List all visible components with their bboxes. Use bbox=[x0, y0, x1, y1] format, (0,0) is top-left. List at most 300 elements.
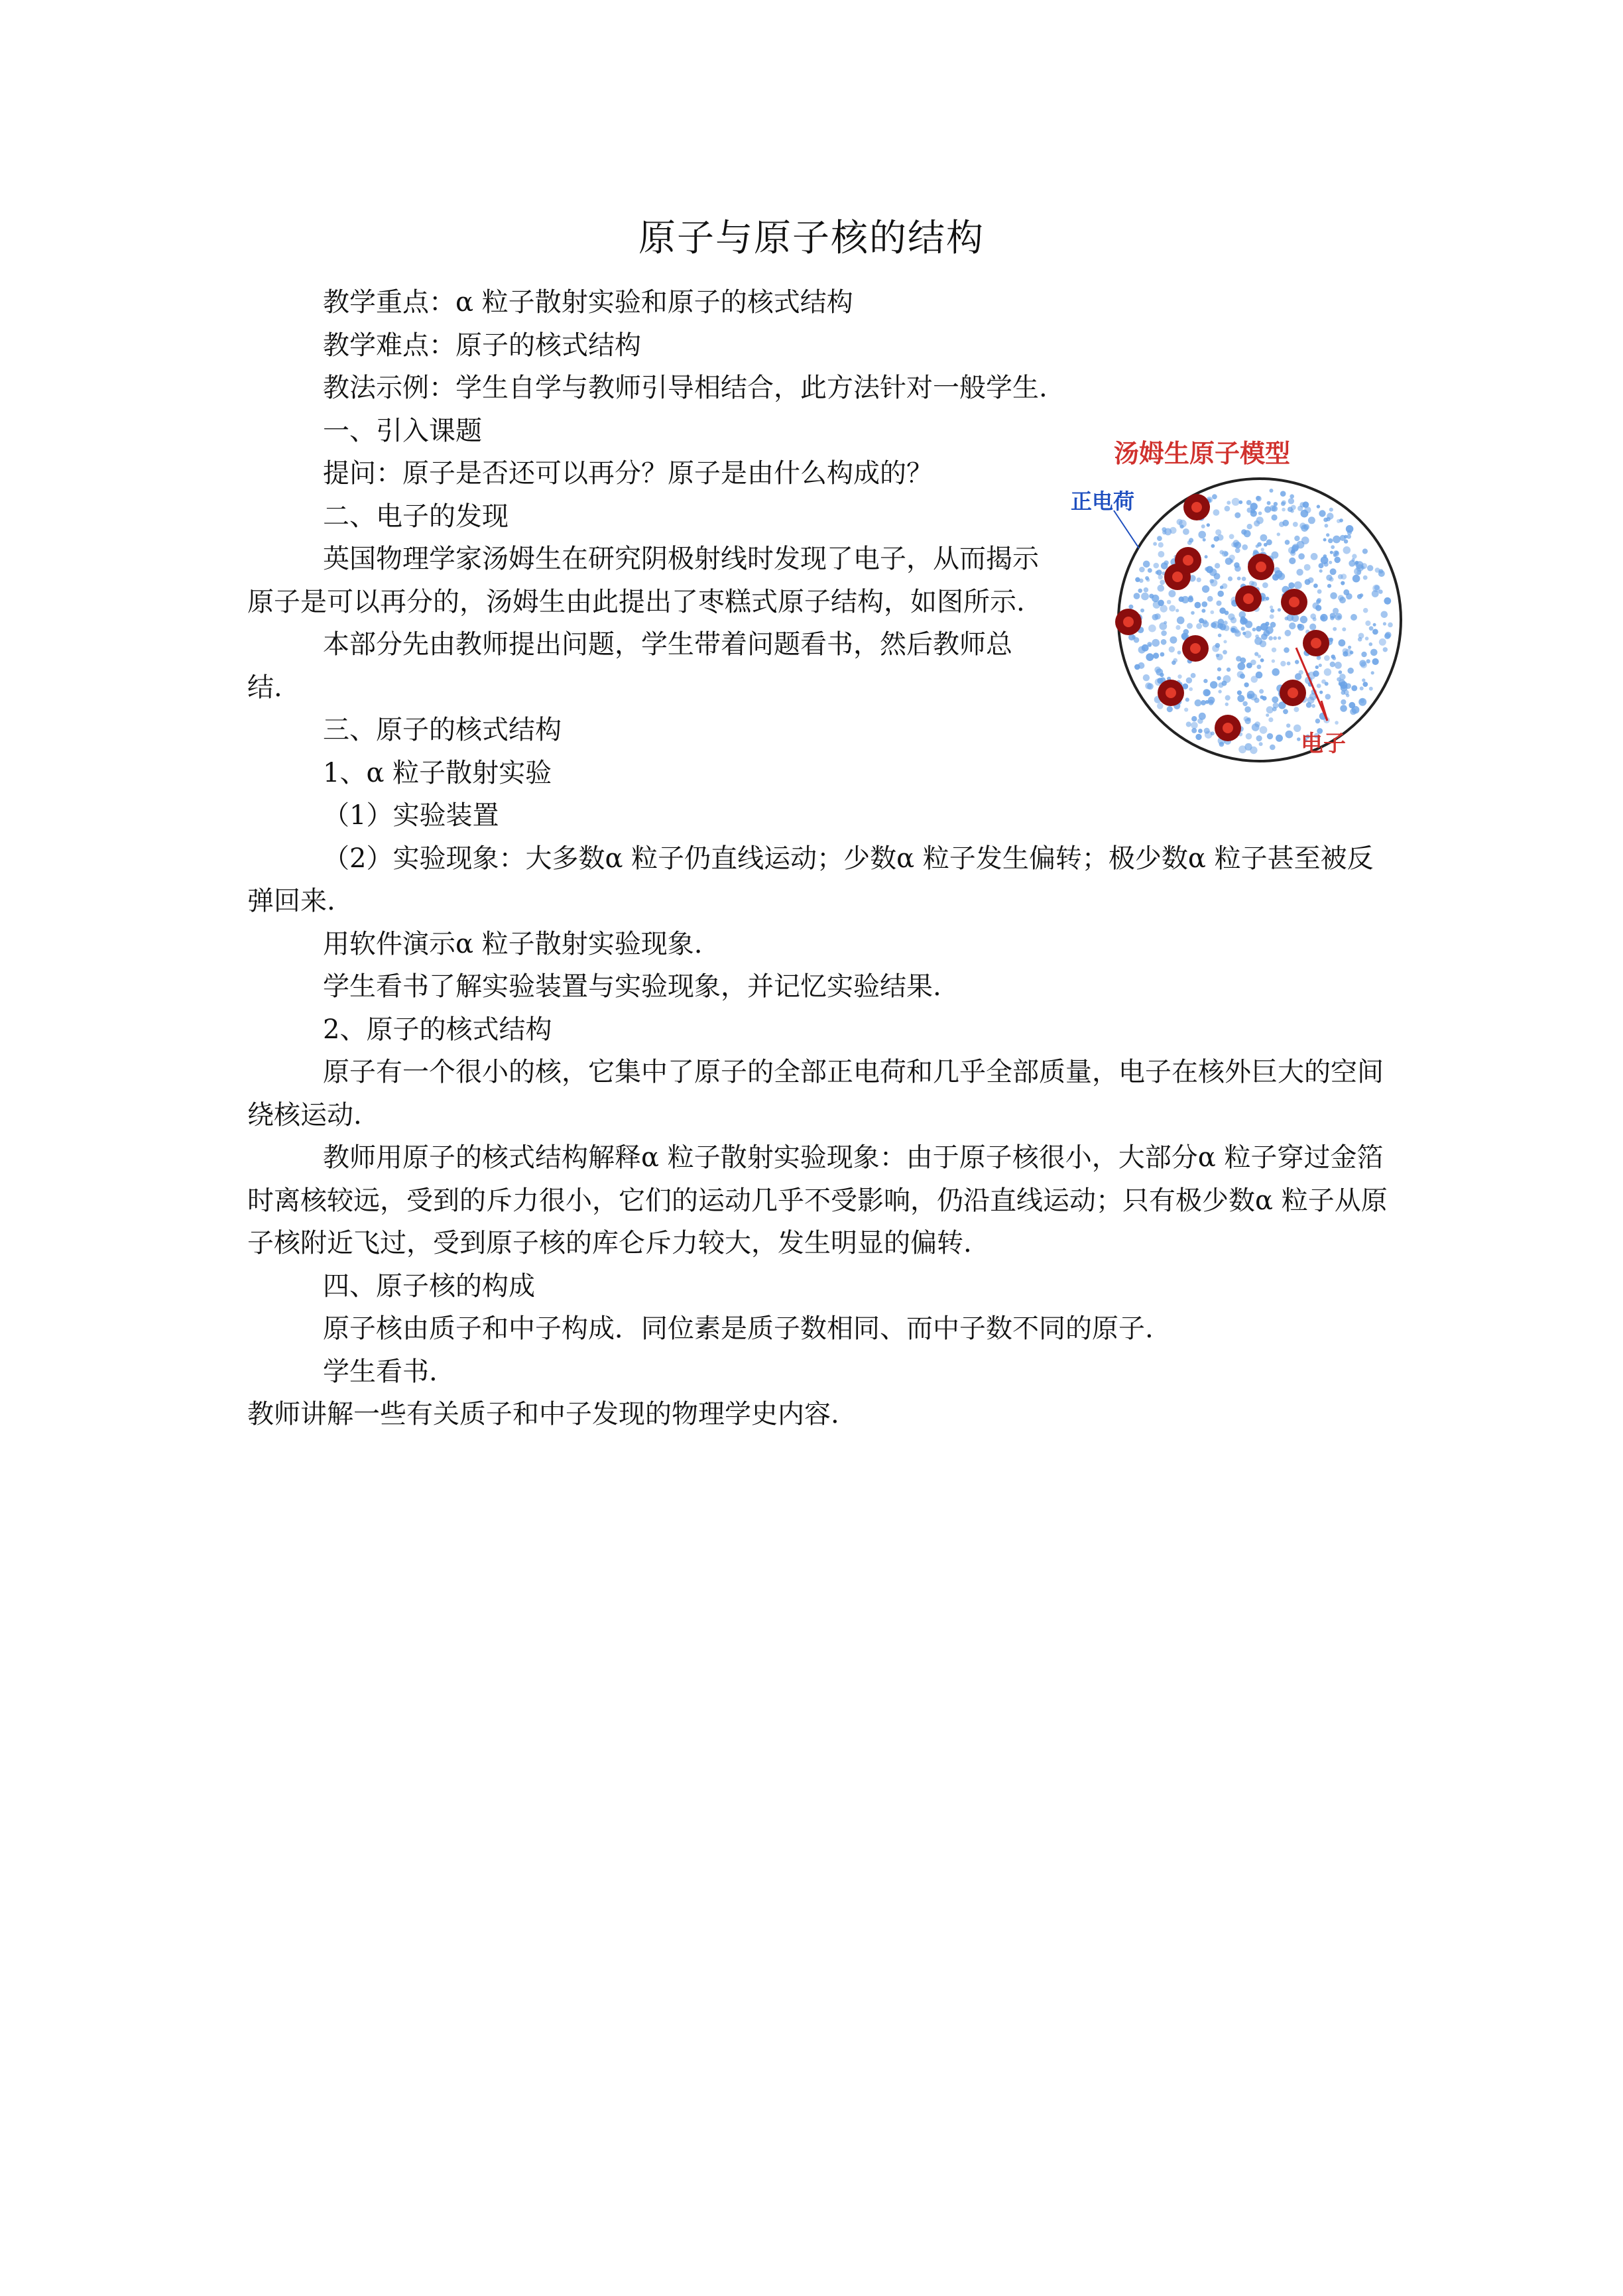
charge-dot bbox=[1276, 735, 1283, 742]
charge-dot bbox=[1250, 747, 1257, 754]
charge-dot bbox=[1330, 551, 1333, 554]
charge-dot bbox=[1278, 608, 1281, 611]
charge-dot bbox=[1305, 579, 1311, 585]
charge-dot bbox=[1223, 675, 1231, 683]
charge-dot bbox=[1152, 595, 1159, 602]
charge-dot bbox=[1197, 577, 1201, 582]
charge-dot bbox=[1311, 704, 1315, 708]
charge-dot bbox=[1158, 551, 1165, 558]
charge-dot bbox=[1384, 597, 1391, 605]
charge-dot bbox=[1225, 558, 1232, 565]
charge-dot bbox=[1287, 614, 1294, 621]
charge-dot bbox=[1369, 626, 1374, 631]
charge-dot bbox=[1202, 585, 1209, 593]
charge-dot bbox=[1191, 722, 1198, 729]
charge-dot bbox=[1201, 700, 1206, 705]
charge-dot bbox=[1379, 638, 1386, 646]
charge-dot bbox=[1315, 605, 1321, 611]
charge-dot bbox=[1225, 506, 1231, 512]
charge-dot bbox=[1217, 654, 1223, 660]
charge-dot bbox=[1299, 670, 1303, 675]
charge-dot bbox=[1343, 546, 1351, 554]
charge-dot bbox=[1288, 498, 1294, 504]
charge-dot bbox=[1352, 554, 1356, 558]
charge-dot bbox=[1293, 707, 1299, 712]
charge-dot bbox=[1266, 706, 1274, 713]
charge-dot bbox=[1250, 694, 1258, 701]
charge-dot bbox=[1351, 614, 1357, 621]
charge-dot bbox=[1309, 623, 1316, 630]
charge-dot bbox=[1335, 662, 1342, 669]
charge-dot bbox=[1281, 501, 1286, 506]
charge-dot bbox=[1201, 524, 1205, 528]
charge-dot bbox=[1247, 717, 1251, 721]
electron-core bbox=[1243, 593, 1254, 604]
figure-title: 汤姆生原子模型 bbox=[1114, 439, 1291, 468]
charge-dot bbox=[1144, 587, 1149, 593]
charge-dot bbox=[1358, 633, 1364, 639]
charge-dot bbox=[1263, 597, 1267, 601]
charge-dot bbox=[1212, 494, 1217, 499]
charge-dot bbox=[1274, 502, 1278, 506]
paragraph-difficulty: 教学难点：原子的核式结构 bbox=[323, 330, 641, 361]
charge-dot bbox=[1235, 548, 1240, 553]
charge-dot bbox=[1154, 563, 1160, 569]
charge-dot bbox=[1154, 666, 1161, 673]
charge-dot bbox=[1225, 695, 1231, 700]
charge-dot bbox=[1237, 690, 1242, 695]
charge-dot bbox=[1141, 593, 1149, 601]
charge-dot bbox=[1270, 745, 1276, 751]
electron-core bbox=[1183, 555, 1193, 566]
charge-dot bbox=[1280, 491, 1286, 497]
charge-dot bbox=[1272, 514, 1278, 520]
charge-dot bbox=[1342, 627, 1346, 631]
electron-core bbox=[1123, 617, 1134, 627]
charge-dot bbox=[1362, 682, 1368, 687]
charge-dot bbox=[1240, 617, 1247, 625]
charge-dot bbox=[1304, 564, 1311, 571]
charge-dot bbox=[1343, 589, 1349, 595]
charge-dot bbox=[1158, 585, 1165, 592]
charge-dot bbox=[1348, 646, 1351, 649]
charge-dot bbox=[1158, 542, 1164, 548]
charge-dot bbox=[1361, 652, 1366, 657]
charge-dot bbox=[1180, 524, 1184, 528]
charge-dot bbox=[1218, 690, 1221, 693]
charge-dot bbox=[1184, 707, 1188, 711]
charge-dot bbox=[1272, 707, 1277, 711]
charge-dot bbox=[1268, 717, 1273, 722]
charge-dot bbox=[1308, 516, 1315, 524]
item-apparatus: （1）实验装置 bbox=[323, 800, 499, 831]
charge-dot bbox=[1311, 553, 1318, 560]
thomson-model-figure bbox=[1061, 434, 1419, 766]
charge-dot bbox=[1328, 538, 1333, 543]
charge-dot bbox=[1227, 668, 1231, 672]
charge-dot bbox=[1256, 735, 1262, 741]
charge-dot bbox=[1128, 605, 1133, 609]
paragraph-method: 教法示例：学生自学与教师引导相结合，此方法针对一般学生. bbox=[323, 373, 1048, 403]
electron-core bbox=[1172, 572, 1183, 582]
charge-dot bbox=[1167, 600, 1172, 605]
charge-dot bbox=[1329, 561, 1332, 564]
charge-dot bbox=[1242, 577, 1246, 581]
paragraph-isotopes: 原子核由质子和中子构成．同位素是质子数相同、而中子数不同的原子. bbox=[323, 1313, 1154, 1344]
charge-dot bbox=[1341, 581, 1345, 585]
charge-dot bbox=[1148, 644, 1152, 647]
charge-dot bbox=[1362, 678, 1365, 682]
charge-dot bbox=[1177, 519, 1183, 525]
charge-dot bbox=[1175, 625, 1180, 630]
charge-dot bbox=[1147, 683, 1154, 690]
charge-dot bbox=[1203, 689, 1211, 696]
charge-dot bbox=[1260, 534, 1268, 542]
subheading-nuclear-structure: 2、原子的核式结构 bbox=[323, 1014, 552, 1045]
charge-dot bbox=[1365, 621, 1370, 626]
charge-dot bbox=[1201, 609, 1205, 613]
charge-dot bbox=[1158, 575, 1163, 579]
charge-dot bbox=[1343, 651, 1348, 656]
charge-dot bbox=[1325, 524, 1329, 528]
charge-dot bbox=[1158, 600, 1164, 607]
charge-dot bbox=[1239, 611, 1246, 619]
charge-dot bbox=[1246, 733, 1252, 740]
charge-dot bbox=[1159, 623, 1167, 631]
charge-dot bbox=[1335, 721, 1339, 725]
charge-dot bbox=[1229, 534, 1234, 539]
charge-dot bbox=[1324, 668, 1331, 676]
charge-dot bbox=[1330, 662, 1335, 667]
charge-dot bbox=[1381, 611, 1388, 619]
charge-dot bbox=[1259, 689, 1264, 694]
electron-core bbox=[1191, 502, 1202, 513]
section-heading-nuclear: 三、原子的核式结构 bbox=[323, 715, 562, 745]
charge-dot bbox=[1324, 655, 1330, 661]
charge-dot bbox=[1365, 636, 1369, 640]
charge-dot bbox=[1356, 570, 1361, 575]
charge-dot bbox=[1264, 506, 1271, 513]
charge-dot bbox=[1384, 633, 1390, 639]
charge-dot bbox=[1266, 627, 1274, 634]
charge-dot bbox=[1300, 616, 1307, 623]
charge-dot bbox=[1340, 705, 1347, 712]
charge-dot bbox=[1153, 542, 1157, 546]
charge-dot bbox=[1341, 699, 1346, 705]
charge-dot bbox=[1179, 597, 1184, 602]
charge-dot bbox=[1177, 650, 1181, 654]
charge-dot bbox=[1272, 506, 1278, 512]
charge-dot bbox=[1358, 698, 1366, 706]
charge-dot bbox=[1317, 505, 1320, 508]
charge-dot bbox=[1138, 589, 1142, 593]
charge-dot bbox=[1254, 637, 1262, 645]
charge-dot bbox=[1375, 568, 1380, 573]
charge-dot bbox=[1325, 682, 1329, 686]
paragraph-question: 提问：原子是否还可以再分？原子是由什么构成的？ bbox=[323, 458, 933, 489]
charge-dot bbox=[1251, 676, 1258, 683]
paragraph-teaching-note: 本部分先由教师提出问题，学生带着问题看书，然后教师总结. bbox=[247, 629, 1012, 703]
charge-dot bbox=[1352, 575, 1360, 583]
positive-charge-label: 正电荷 bbox=[1071, 489, 1135, 514]
charge-dot bbox=[1160, 579, 1165, 585]
charge-dot bbox=[1246, 662, 1252, 668]
charge-dot bbox=[1313, 617, 1317, 621]
charge-dot bbox=[1339, 518, 1343, 522]
charge-dot bbox=[1351, 685, 1357, 691]
charge-dot bbox=[1334, 557, 1341, 564]
charge-dot bbox=[1244, 530, 1251, 537]
paragraph-students-read: 学生看书. bbox=[323, 1356, 438, 1387]
charge-dot bbox=[1292, 544, 1299, 551]
charge-dot bbox=[1341, 574, 1347, 579]
item-phenomenon: （2）实验现象：大多数α 粒子仍直线运动；少数α 粒子发生偏转；极少数α 粒子甚至被反弹回来. bbox=[247, 843, 1374, 916]
charge-dot bbox=[1325, 694, 1331, 700]
section-heading-electron: 二、电子的发现 bbox=[323, 501, 509, 532]
charge-dot bbox=[1134, 593, 1140, 599]
charge-dot bbox=[1333, 627, 1337, 631]
charge-dot bbox=[1191, 611, 1195, 615]
charge-dot bbox=[1135, 577, 1140, 582]
charge-dot bbox=[1313, 583, 1318, 588]
charge-dot bbox=[1319, 570, 1323, 573]
charge-dot bbox=[1339, 670, 1343, 674]
charge-dot bbox=[1143, 674, 1150, 681]
charge-dot bbox=[1321, 556, 1329, 564]
charge-dot bbox=[1177, 617, 1185, 625]
charge-dot bbox=[1217, 676, 1221, 680]
charge-dot bbox=[1234, 562, 1240, 568]
charge-dot bbox=[1240, 674, 1245, 679]
charge-dot bbox=[1260, 658, 1264, 662]
charge-dot bbox=[1320, 614, 1328, 622]
charge-dot bbox=[1169, 605, 1175, 612]
charge-dot bbox=[1339, 680, 1345, 686]
charge-dot bbox=[1272, 648, 1276, 652]
charge-dot bbox=[1272, 574, 1279, 581]
charge-dot bbox=[1223, 650, 1227, 654]
charge-dot bbox=[1254, 652, 1258, 656]
charge-dot bbox=[1146, 653, 1154, 661]
charge-dot bbox=[1259, 742, 1263, 746]
thomson-model-diagram bbox=[1061, 434, 1419, 766]
paragraph-explanation: 教师用原子的核式结构解释α 粒子散射实验现象：由于原子核很小，大部分α 粒子穿过金箔时离核较远，受到的斥力很小，它们的运动几乎不受影响，仍沿直线运动；只有极少数α 粒子从原子核附近飞过，受到原子核的库仑斥力较大，发生明显的偏转. bbox=[247, 1142, 1388, 1258]
paragraph-software-demo: 用软件演示α 粒子散射实验现象. bbox=[323, 928, 703, 959]
charge-dot bbox=[1330, 613, 1336, 619]
charge-dot bbox=[1258, 511, 1262, 515]
charge-dot bbox=[1370, 649, 1378, 656]
charge-dot bbox=[1195, 602, 1201, 609]
charge-dot bbox=[1296, 569, 1303, 575]
charge-dot bbox=[1340, 535, 1346, 541]
charge-dot bbox=[1270, 615, 1274, 619]
charge-dot bbox=[1215, 563, 1220, 568]
charge-dot bbox=[1362, 548, 1368, 554]
charge-dot bbox=[1167, 706, 1173, 712]
charge-dot bbox=[1211, 544, 1215, 548]
charge-dot bbox=[1360, 686, 1364, 690]
electron-core bbox=[1223, 723, 1233, 733]
charge-dot bbox=[1339, 639, 1346, 646]
charge-dot bbox=[1270, 609, 1274, 613]
charge-dot bbox=[1198, 531, 1206, 539]
charge-dot bbox=[1191, 716, 1197, 721]
charge-dot bbox=[1330, 568, 1337, 575]
charge-dot bbox=[1350, 650, 1354, 654]
charge-dot bbox=[1173, 658, 1177, 663]
charge-dot bbox=[1249, 581, 1254, 586]
charge-dot bbox=[1289, 623, 1295, 629]
charge-dot bbox=[1205, 567, 1209, 571]
charge-dot bbox=[1227, 501, 1231, 505]
section-heading-intro: 一、引入课题 bbox=[323, 415, 482, 446]
charge-dot bbox=[1203, 538, 1206, 542]
charge-dot bbox=[1139, 567, 1145, 573]
charge-dot bbox=[1360, 593, 1364, 597]
charge-dot bbox=[1295, 660, 1299, 664]
charge-dot bbox=[1354, 562, 1358, 566]
charge-dot bbox=[1329, 508, 1333, 512]
charge-dot bbox=[1280, 661, 1286, 666]
charge-dot bbox=[1233, 540, 1239, 546]
charge-dot bbox=[1330, 592, 1337, 599]
charge-dot bbox=[1279, 522, 1284, 527]
charge-dot bbox=[1183, 528, 1189, 535]
charge-dot bbox=[1168, 590, 1175, 597]
charge-dot bbox=[1231, 626, 1238, 633]
charge-dot bbox=[1297, 506, 1303, 511]
charge-dot bbox=[1223, 640, 1227, 643]
charge-dot bbox=[1188, 597, 1194, 603]
charge-dot bbox=[1140, 609, 1144, 613]
charge-dot bbox=[1153, 652, 1159, 658]
dot-pattern bbox=[1128, 489, 1393, 754]
charge-dot bbox=[1164, 528, 1172, 536]
charge-dot bbox=[1222, 583, 1228, 589]
charge-dot bbox=[1388, 623, 1393, 628]
charge-dot bbox=[1210, 611, 1214, 615]
charge-dot bbox=[1145, 576, 1149, 580]
charge-dot bbox=[1326, 533, 1329, 536]
electron-core bbox=[1311, 638, 1321, 648]
charge-dot bbox=[1278, 636, 1281, 640]
charge-dot bbox=[1262, 696, 1267, 701]
charge-dot bbox=[1261, 548, 1264, 551]
paragraph-student-reading: 学生看书了解实验装置与实验现象，并记忆实验结果. bbox=[323, 971, 941, 1002]
charge-dot bbox=[1203, 679, 1207, 683]
charge-dot bbox=[1254, 520, 1260, 526]
charge-dot bbox=[1232, 498, 1240, 506]
charge-dot bbox=[1208, 697, 1215, 704]
subheading-alpha-experiment: 1、α 粒子散射实验 bbox=[323, 757, 552, 788]
charge-dot bbox=[1161, 562, 1168, 570]
charge-dot bbox=[1244, 682, 1248, 687]
charge-dot bbox=[1241, 627, 1245, 631]
charge-dot bbox=[1369, 642, 1373, 646]
charge-dot bbox=[1237, 695, 1244, 702]
charge-dot bbox=[1383, 622, 1386, 625]
charge-dot bbox=[1266, 713, 1269, 717]
positive-charge-pointer bbox=[1114, 511, 1139, 548]
charge-dot bbox=[1297, 737, 1301, 741]
charge-dot bbox=[1211, 731, 1215, 735]
charge-dot bbox=[1274, 567, 1280, 573]
charge-dot bbox=[1207, 596, 1213, 602]
charge-dot bbox=[1189, 538, 1193, 542]
charge-dot bbox=[1344, 690, 1349, 695]
charge-dot bbox=[1237, 662, 1245, 670]
charge-dot bbox=[1196, 623, 1202, 629]
page-title: 原子与原子核的结构 bbox=[638, 217, 985, 260]
charge-dot bbox=[1346, 525, 1354, 533]
charge-dot bbox=[1297, 624, 1301, 629]
electron-core bbox=[1289, 597, 1299, 607]
charge-dot bbox=[1348, 668, 1354, 674]
charge-dot bbox=[1286, 731, 1293, 739]
charge-dot bbox=[1282, 508, 1286, 512]
charge-dot bbox=[1242, 632, 1246, 635]
charge-dot bbox=[1359, 660, 1366, 666]
charge-dot bbox=[1372, 658, 1379, 665]
charge-dot bbox=[1157, 536, 1162, 541]
charge-dot bbox=[1319, 691, 1323, 694]
charge-dot bbox=[1198, 729, 1203, 733]
charge-dot bbox=[1272, 659, 1275, 662]
charge-dot bbox=[1267, 733, 1273, 739]
charge-dot bbox=[1268, 636, 1273, 640]
charge-dot bbox=[1317, 684, 1321, 688]
charge-dot bbox=[1246, 500, 1252, 505]
paragraph-key-point: 教学重点：α 粒子散射实验和原子的核式结构 bbox=[323, 287, 853, 318]
charge-dot bbox=[1260, 726, 1268, 734]
charge-dot bbox=[1134, 637, 1140, 643]
charge-dot bbox=[1272, 668, 1280, 676]
charge-dot bbox=[1169, 646, 1175, 652]
charge-dot bbox=[1211, 622, 1217, 628]
charge-dot bbox=[1244, 706, 1251, 713]
charge-dot bbox=[1289, 558, 1295, 564]
charge-dot bbox=[1293, 725, 1301, 732]
charge-dot bbox=[1373, 623, 1376, 627]
charge-dot bbox=[1337, 615, 1341, 619]
charge-dot bbox=[1290, 494, 1294, 499]
electron-core bbox=[1288, 688, 1298, 698]
charge-dot bbox=[1374, 585, 1380, 591]
charge-dot bbox=[1284, 647, 1290, 653]
charge-dot bbox=[1225, 611, 1229, 615]
charge-dot bbox=[1148, 625, 1156, 633]
charge-dot bbox=[1160, 673, 1164, 677]
charge-dot bbox=[1256, 496, 1261, 501]
charge-dot bbox=[1247, 524, 1252, 529]
charge-dot bbox=[1286, 723, 1290, 727]
charge-dot bbox=[1333, 536, 1341, 544]
charge-dot bbox=[1307, 697, 1315, 704]
charge-dot bbox=[1319, 664, 1322, 667]
charge-dot bbox=[1327, 513, 1333, 519]
charge-dot bbox=[1283, 709, 1288, 714]
charge-dot bbox=[1347, 534, 1351, 539]
charge-dot bbox=[1189, 688, 1193, 692]
charge-dot bbox=[1378, 589, 1383, 594]
charge-dot bbox=[1170, 636, 1177, 644]
charge-dot bbox=[1237, 577, 1241, 581]
charge-dot bbox=[1195, 699, 1202, 707]
charge-dot bbox=[1303, 501, 1309, 508]
charge-dot bbox=[1252, 628, 1256, 632]
charge-dot bbox=[1238, 745, 1246, 753]
charge-dot bbox=[1186, 721, 1191, 727]
